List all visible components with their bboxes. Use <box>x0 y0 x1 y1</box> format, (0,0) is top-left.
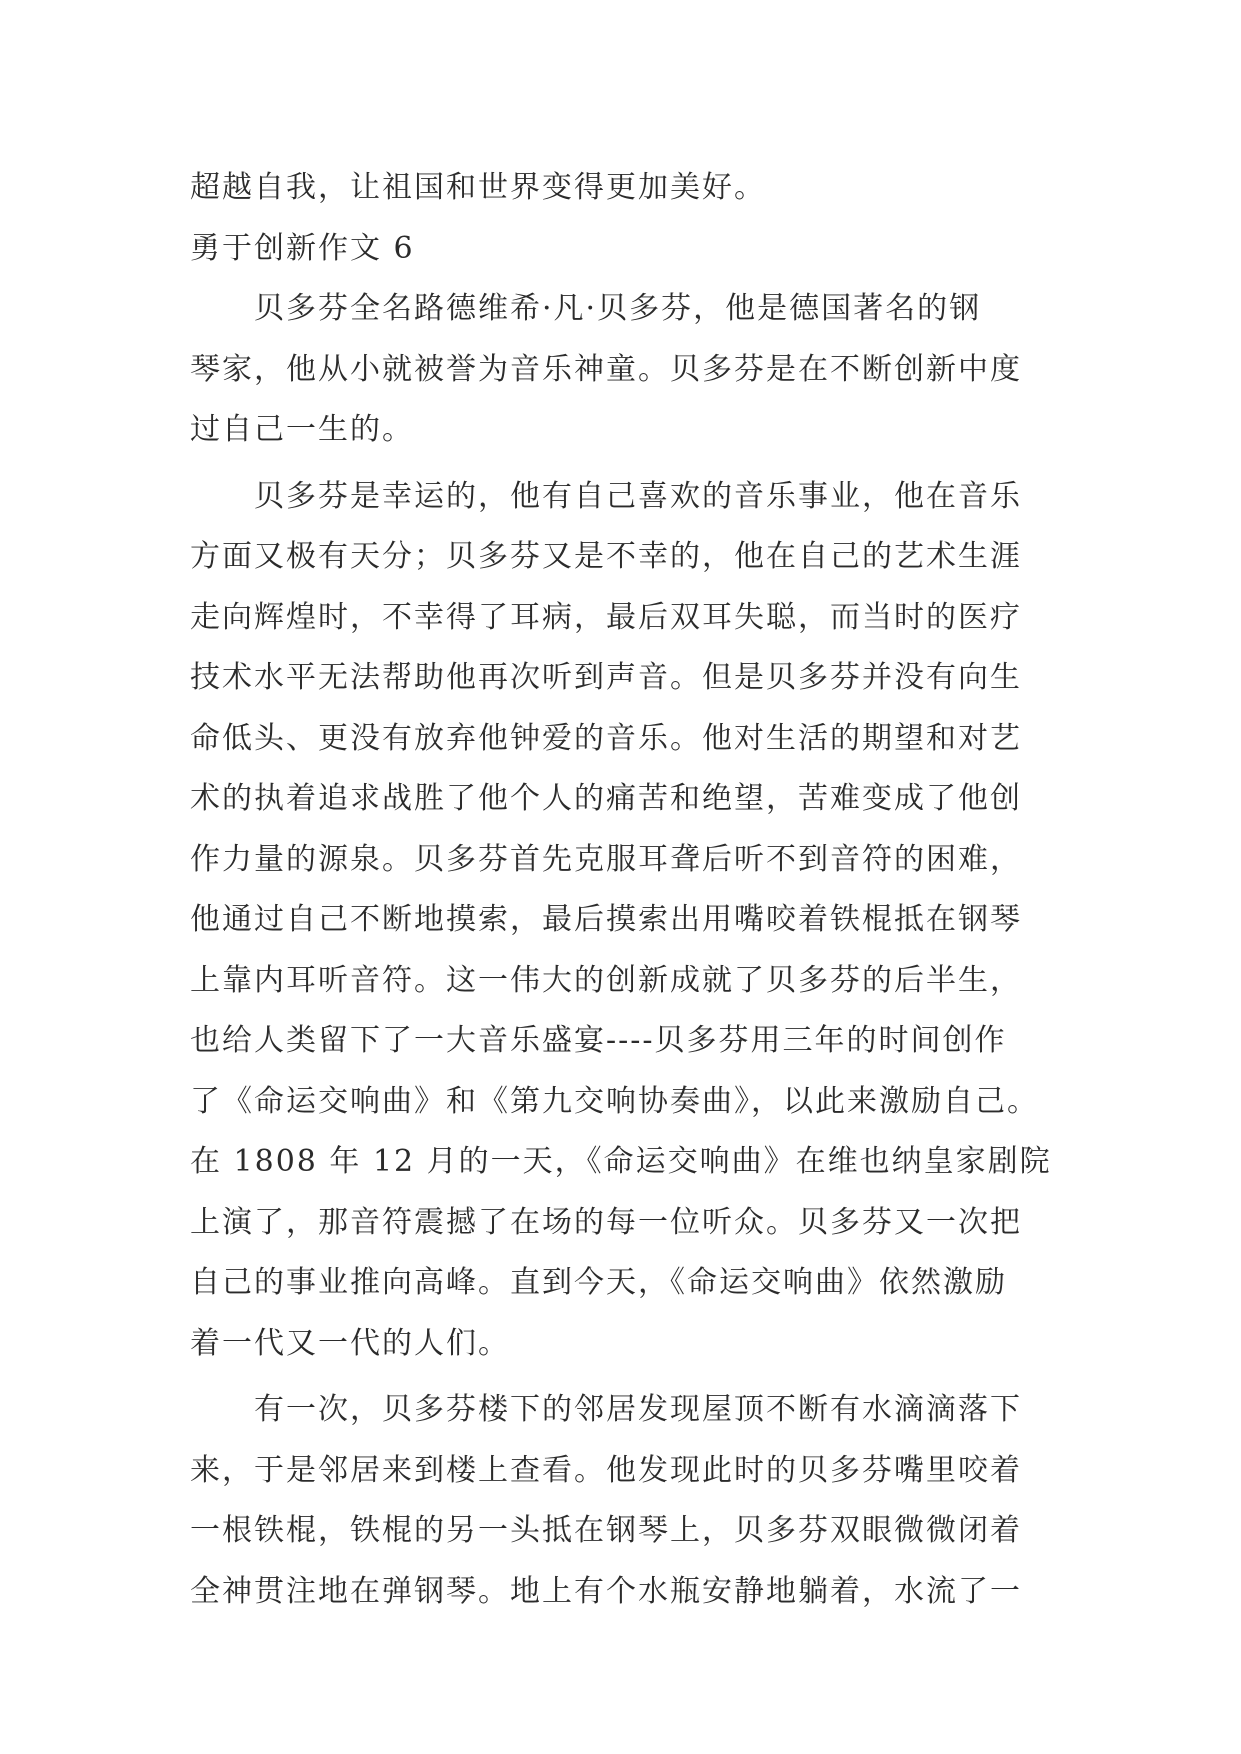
paragraph-line: 贝多芬全名路德维希·凡·贝多芬，他是德国著名的钢 <box>254 291 982 326</box>
paragraph-line: 上演了，那音符震撼了在场的每一位听众。贝多芬又一次把 <box>190 1204 1022 1240</box>
paragraph-line: 来，于是邻居来到楼上查看。他发现此时的贝多芬嘴里咬着 <box>190 1452 1022 1488</box>
paragraph-2 <box>190 467 1060 1375</box>
continuation-line: 超越自我，让祖国和世界变得更加美好。 <box>190 170 766 205</box>
paragraph-line: 琴家，他从小就被誉为音乐神童。贝多芬是在不断创新中度 <box>190 351 1022 387</box>
paragraph-line: 也给人类留下了一大音乐盛宴----贝多芬用三年的时间创作 <box>190 1023 1007 1058</box>
paragraph-line: 走向辉煌时，不幸得了耳病，最后双耳失聪，而当时的医疗 <box>190 599 1022 635</box>
paragraph-line: 在 1808 年 12 月的一天，《命运交响曲》在维也纳皇家剧院 <box>190 1144 1052 1179</box>
paragraph-line: 了《命运交响曲》和《第九交响协奏曲》，以此来激励自己。 <box>190 1083 1039 1119</box>
paragraph-3 <box>190 1380 1060 1622</box>
paragraph-line: 有一次，贝多芬楼下的邻居发现屋顶不断有水滴滴落下 <box>254 1392 1022 1427</box>
document-body <box>190 158 1060 1622</box>
paragraph-line: 命低头、更没有放弃他钟爱的音乐。他对生活的期望和对艺 <box>190 720 1022 756</box>
section-heading: 勇于创新作文 6 <box>190 230 415 266</box>
paragraph-line: 过自己一生的。 <box>190 412 414 447</box>
paragraph-line: 全神贯注地在弹钢琴。地上有个水瓶安静地躺着，水流了一 <box>190 1573 1022 1609</box>
paragraph-line: 上靠内耳听音符。这一伟大的创新成就了贝多芬的后半生， <box>190 962 1022 998</box>
paragraph-line: 术的执着追求战胜了他个人的痛苦和绝望，苦难变成了他创 <box>190 781 1022 816</box>
paragraph-line: 他通过自己不断地摸索，最后摸索出用嘴咬着铁棍抵在钢琴 <box>190 902 1022 937</box>
paragraph-line: 作力量的源泉。贝多芬首先克服耳聋后听不到音符的困难， <box>190 841 1022 877</box>
paragraph-line: 贝多芬是幸运的，他有自己喜欢的音乐事业，他在音乐 <box>254 478 1022 514</box>
paragraph-line: 自己的事业推向高峰。直到今天，《命运交响曲》依然激励 <box>190 1265 1007 1300</box>
paragraph-line: 着一代又一代的人们。 <box>190 1325 510 1361</box>
paragraph-line: 一根铁棍，铁棍的另一头抵在钢琴上，贝多芬双眼微微闭着 <box>190 1513 1022 1548</box>
paragraph-line: 技术水平无法帮助他再次听到声音。但是贝多芬并没有向生 <box>190 660 1022 695</box>
paragraph-1 <box>190 279 1060 461</box>
paragraph-line: 方面又极有天分；贝多芬又是不幸的，他在自己的艺术生涯 <box>190 539 1022 574</box>
